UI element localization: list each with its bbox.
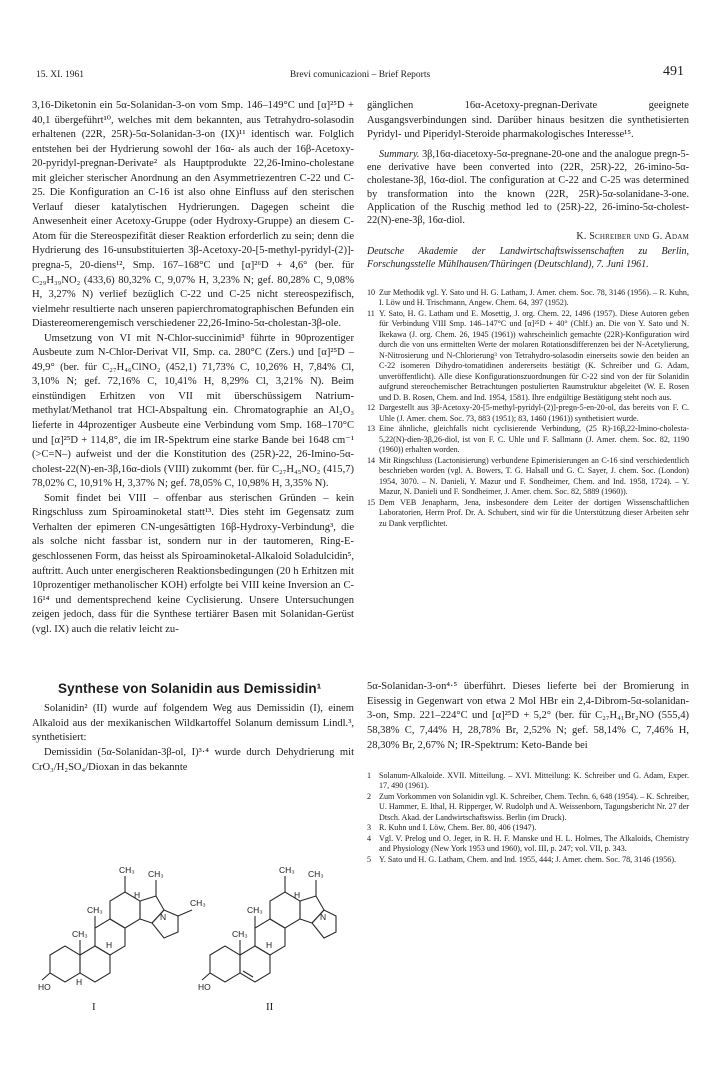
running-title: Brevi comunicazioni – Brief Reports <box>289 70 431 80</box>
body-paragraph: gänglichen 16α-Acetoxy-pregnan-Derivate geeignete Ausgangsverbindungen sind. Darüber hinaus besitzen die synthetisierten Pyridyl- und Piperidyl-Steroide pharmakologisches Interesse¹⁵. <box>367 100 689 141</box>
author-signature: K. Schreiber und G. Adam <box>576 231 689 243</box>
compound-label-I: I <box>92 1001 96 1013</box>
label-N: N <box>320 912 327 922</box>
footnote-text: Vgl. V. Prelog und O. Jeger, in R. H. F. Manske und H. L. Holmes, The Alkaloids, Chemistry and Physiology (New York 1953 und 1960), vol. III, p. 247; vol. VII, p. 343. <box>379 833 689 854</box>
label-CH3: CH₃ <box>279 865 295 875</box>
label-CH3: CH₃ <box>308 869 324 879</box>
footnote-number: 11 <box>367 308 375 318</box>
footnote <box>367 823 689 834</box>
page-header <box>36 66 684 86</box>
footnote <box>367 834 689 855</box>
structure-labels <box>38 865 326 1013</box>
label-HO: HO <box>198 982 211 992</box>
footnote-text: Zur Methodik vgl. Y. Sato und H. G. Latham, J. Amer. chem. Soc. 78, 3146 (1956). – R. Kuhn, I. Löw und H. Trischmann, Angew. Chem. 64, 397 (1952). <box>379 287 689 308</box>
label-CH3: CH₃ <box>119 865 135 875</box>
upper-right-column <box>367 99 689 529</box>
article-title: Synthese von Solanidin aus Demissidin¹ <box>58 681 322 696</box>
footnote <box>367 456 689 498</box>
label-H: H <box>294 890 301 900</box>
footnote-number: 3 <box>367 823 372 833</box>
lower-left-column <box>32 702 354 776</box>
body-paragraph: Somit findet bei VIII – offenbar aus sterischen Gründen – kein Ringschluss zum Spiroaminoketal statt¹³. Dies steht im Gegensatz zum Verhalten der epimeren CN-ungesättigten 16β-Hydroxy-Verbindung³, die als solche nicht fassbar ist, sondern nur in der tautomeren, Ring-E-geschlossenen Form, das heisst als Spiroaminoketal-Alkaloid Soladulcidin⁵, auftritt. Auch unter energischeren Reaktionsbedingungen (20 h Erhitzen mit 10prozentiger methanolischer KOH) erfolgte bei VIII keine Inversion an C-16¹⁴ und dementsprechend keine Cyclisierung. Unsere Untersuchungen zeigen jedoch, dass für die Synthese tertiärer Basen mit Solanidan-Gerüst (vgl. IX) auch die relativ leicht zu- <box>32 492 354 635</box>
footnote <box>367 309 689 404</box>
footnote-text: Y. Sato und H. G. Latham, Chem. and Ind. 1955, 444; J. Amer. chem. Soc. 78, 3146 (1956). <box>379 854 677 864</box>
footnote-text: Eine ähnliche, gleichfalls nicht cyclisierende Verbindung, (25 R)-16β,22-Imino-cholesta-5,22(N)-dien-3β,26-diol, ist von F. C. Uhle und F. Sallmann (J. Amer. chem. Soc. 82, 1190 (1960)) erhalten worden. <box>379 424 689 455</box>
footnote-text: Solanum-Alkaloide. XVII. Mitteilung. – XVI. Mitteilung: K. Schreiber und G. Adam, Exper. 17, 490 (1961). <box>379 770 689 791</box>
body-paragraph: Umsetzung von VI mit N-Chlor-succinimid³ führte in 90prozentiger Ausbeute zum N-Chlor-Derivat VII, Smp. ca. 280°C (Zers.) und [α]²⁵D – 49,9° (ber. für C₂₇H₄₆ClNO₂ (452,1) 71,73% C, 10,26% H, 7,84% Cl, 3,10% N; gef. 72,16% C, 10,41% H, 8,29% Cl, 3,21% N). Beim einstündigen Erhitzen von VII mit überschüssigem Natrium-methylat/Methanol trat HCl-Abspaltung ein. Chromatographie an Al₂O₃ lieferte in 44prozentiger Ausbeute eine Verbindung vom Smp. 168–170°C und [α]²⁵D + 114,8°, die im IR-Spektrum eine starke Bande bei 1648 cm⁻¹ (>C=N–) aufweist und der die Konstitution des (25R)-22, 26-Imino-5α-cholest-22(N)-en-3β,16α-diols (VIII) zukommt (ber. für C₂₇H₄₅NO₂ (415,7) 78,02% C, 10,91% H, 3,37% N; gef. 78,05% C, 10,98% H, 3,35% N). <box>32 332 354 490</box>
body-paragraph: Solanidin² (II) wurde auf folgendem Weg aus Demissidin (I), einem Alkaloid aus der mexikanischen Wildkartoffel Solanum demissum Lindl.³, synthetisiert: <box>32 703 354 744</box>
label-CH3: CH₃ <box>87 905 103 915</box>
label-HO: HO <box>38 982 51 992</box>
page-number: 491 <box>663 64 684 79</box>
footnote-number: 15 <box>367 497 376 507</box>
footnote-text: R. Kuhn und I. Löw, Chem. Ber. 80, 406 (1947). <box>379 823 537 833</box>
footnotes-upper <box>367 288 689 530</box>
label-H: H <box>106 940 113 950</box>
body-paragraph: Demissidin (5α-Solanidan-3β-ol, I)³·⁴ wurde durch Dehydrierung mit CrO₃/H₂SO₄/Dioxan in das bekannte <box>32 747 354 773</box>
footnote <box>367 855 689 866</box>
lower-right-column <box>367 680 689 865</box>
footnote-number: 4 <box>367 833 372 843</box>
label-CH3: CH₃ <box>72 929 88 939</box>
footnote <box>367 424 689 456</box>
footnote-text: Zum Vorkommen von Solanidin vgl. K. Schreiber, Chem. Techn. 6, 648 (1954). – K. Schreiber, U. Hammer, E. Ithal, H. Ripperger, W. Rudolph und A. Weissenborn, Tagungsbericht Nr. 27 der Dtsch. Akad. der Landwirtschaftswiss. Berlin (im Druck). <box>379 791 689 822</box>
footnote-number: 12 <box>367 403 376 413</box>
footnote-number: 1 <box>367 770 372 780</box>
summary-paragraph <box>367 148 689 228</box>
label-CH3: CH₃ <box>232 929 248 939</box>
footnotes-lower <box>367 771 689 866</box>
label-H: H <box>266 940 273 950</box>
footnote <box>367 403 689 424</box>
footnote-divider <box>367 282 689 283</box>
upper-left-column <box>32 99 354 637</box>
label-CH3: CH₃ <box>247 905 263 915</box>
body-paragraph: 5α-Solanidan-3-on⁴·⁵ überführt. Dieses lieferte bei der Bromierung in Eisessig in Gegenwart von etwa 2 Mol HBr ein 2,4-Dibrom-5α-solanidan-3-on, Smp. 221–224°C und [α]²⁵D + 5,2° (ber. für C₂₇H₄₁Br₂NO (555,4) 58,38% C, 7,44% H, 28,78% Br, 2,52% N; gef. 58,14% C, 7,46% H, 28,30% Br, 2,67% N; IR-Spektrum: Keto-Bande bei <box>367 681 689 751</box>
footnote-text: Y. Sato, H. G. Latham und E. Mosettig, J. org. Chem. 22, 1496 (1957). Diese Autoren geben für Verbindung VIII Smp. 146–147°C und [α]²⁵D + 40° (Chlf.) an. Die von Y. Sato und N. Ikekawa (J. org. Chem. 26, 1945 (1961)) wahrscheinlich gemachte (22R)-Konfiguration wird durch die von uns ermittelten Werte der molaren Rotationsdifferenzen bei der N-Acetylierung, N-Nitrosierung und N-Chlorierung³ von Tetrahydro-solasodin einerseits sowie den beiden an C-22 isomeren Dihydro-tomatidinen andererseits bestätigt (K. Schreiber und G. Adam, unveröffentlicht). Alle diese Konfigurationszuordnungen für C-22 sind von der für Solanidin aufgrund stereochemischer Betrachtungen postulierten Raumstruktur abgeleitet (W. E. Rosen und D. B. Rosen, Chem. and Ind. 1954, 1581). Ihre endgültige Bestätigung steht noch aus. <box>379 308 689 402</box>
label-H: H <box>76 977 83 987</box>
label-CH3: CH₃ <box>190 898 206 908</box>
footnote-text: Dem VEB Jenapharm, Jena, insbesondere dem Leiter der dortigen Wissenschaftlichen Laboratorien, Herrn Prof. Dr. A. Schubert, sind wir für die Unterstützung dieser Arbeiten sehr zu Dank verpflichtet. <box>379 497 689 528</box>
summary-text: 3β,16α-diacetoxy-5α-pregnane-20-one and the analogue pregn-5-ene derivative have been converted into (22R, 25R)-22, 26-imino-5α-cholestane-3β, 16α-diol. The configuration at C-22 and C-25 was determined by transformation into the known (22R, 25R)-5α-solanidane-3-one. Application of the Ruschig method led to (25R)-22, 26-imino-5α-cholest-22(N)-ene-3β, 16α-diol. <box>367 148 689 227</box>
footnote-number: 2 <box>367 791 372 801</box>
footnote-number: 14 <box>367 455 376 465</box>
footnote <box>367 288 689 309</box>
issue-date: 15. XI. 1961 <box>36 70 85 80</box>
footnote-text: Mit Ringschluss (Lactonisierung) verbundene Epimerisierungen an C-16 sind verschiedentlich beschrieben worden (vgl. A. Bowers, T. G. Halsall und G. C. Sayer, J. chem. Soc. (London) 1954, 3070. – N. Danieli, Y. Mazur und F. Sondheimer, Chem. and Ind. 1958, 1724). – Y. Mazur, N. Danieli und F. Sondheimer, J. Amer. chem. Soc. 82, 5889 (1960)). <box>379 455 689 497</box>
summary-label: Summary. <box>379 148 420 160</box>
label-H: H <box>134 890 141 900</box>
footnote <box>367 771 689 792</box>
body-paragraph: 3,16-Diketonin ein 5α-Solanidan-3-on vom Smp. 146–149°C und [α]²⁵D + 40,1 übergeführt¹⁰, welches mit dem bekannten, aus Tetrahydro-solasodin erhaltenen (22R, 25R)-5α-Solanidan-3-on (IX)¹¹ identisch war. Folglich entstehen bei der Hydrierung sowohl der 16α- als auch der 16β-Acetoxy-20-pyridyl-pregnan-Derivate² als Hauptprodukte 22,26-Imino-cholestane mit gleicher sterischer Anordnung an den Asymmetriezentren C-22 und C-25. Die Konfiguration an C-16 ist also ohne Einfluss auf den sterischen Verlauf dieser katalytischen Hydrierungen. Dagegen scheint die Anwesenheit einer Acetoxy-Gruppe (oder Hydroxy-Gruppe) an diesem C-Atom für die Stereospezifität dieser Reaktion erforderlich zu sein; denn die Hydrierung des 16-unsubstituierten 3β-Acetoxy-20-[5-methyl-pyridyl-(2)]-pregna-5, 20-diens¹², Smp. 167–168°C und [α]²⁶D + 4,6° (ber. für C₂₉H₃₉NO₂ (433,6) 80,32% C, 9,07% H, 3,23% N; gef. 80,28% C, 9,08% H, 3,27% N) verlief bezüglich C-22 und C-25 nicht stereospezifisch, vielmehr resultierte nach unseren papierchromatographischen Befunden ein Diastereomerengemisch verschiedener 22,26-Imino-5α-cholestan-3β-ole. <box>32 100 354 330</box>
label-CH3: CH₃ <box>148 869 164 879</box>
structure-II-drawing <box>202 876 336 982</box>
compound-label-II: II <box>266 1001 274 1013</box>
label-N: N <box>160 912 167 922</box>
footnote-divider <box>367 764 689 765</box>
footnote-number: 5 <box>367 854 372 864</box>
chemical-structures <box>40 820 340 1015</box>
structure-I-drawing <box>42 876 192 982</box>
footnote <box>367 498 689 530</box>
footnote <box>367 792 689 824</box>
footnote-number: 10 <box>367 287 376 297</box>
footnote-number: 13 <box>367 424 376 434</box>
author-affiliation: Deutsche Akademie der Landwirtschaftswissenschaften zu Berlin, Forschungsstelle Mühlhausen/Thüringen (Deutschland), 7. Juni 1961. <box>367 245 689 271</box>
footnote-text: Dargestellt aus 3β-Acetoxy-20-[5-methyl-pyridyl-(2)]-pregn-5-en-20-ol, das bereits von F. C. Uhle (J. Amer. chem. Soc. 73, 883 (1951); 83, 1460 (1961)) synthetisiert wurde. <box>379 403 689 423</box>
